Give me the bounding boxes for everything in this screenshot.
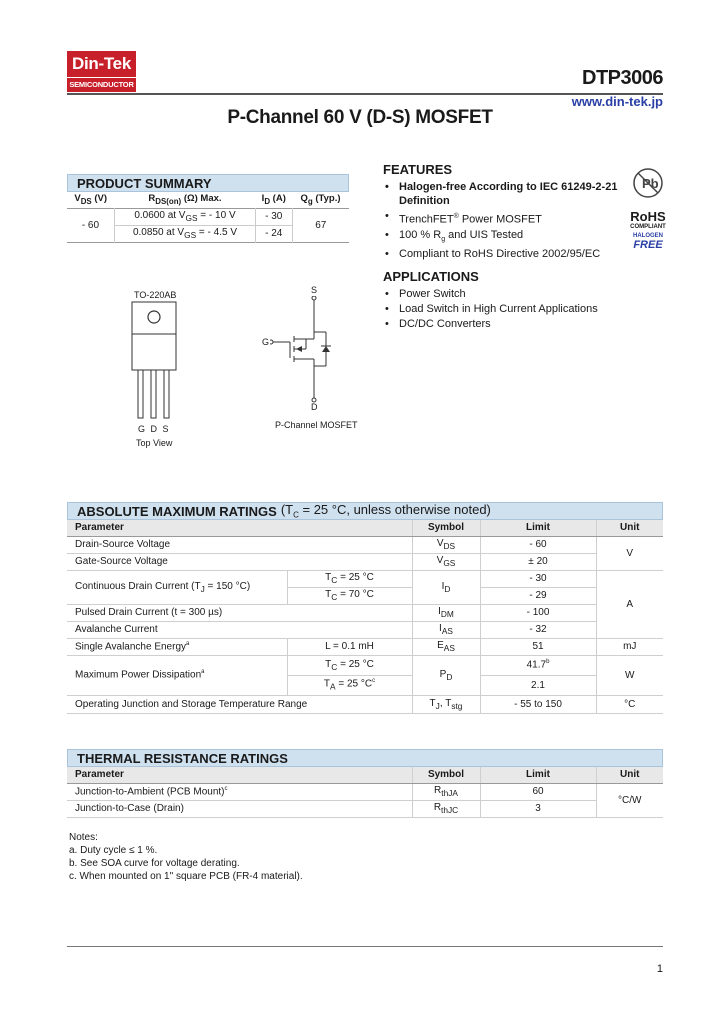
ps-rds-2: 0.0850 at $V_{GS}$ = - 4.5 V [114, 225, 255, 242]
thermal-header [67, 749, 663, 767]
application-item: • Load Switch in High Current Applications [383, 302, 643, 317]
product-summary-header [67, 174, 349, 192]
cell-symbol: $V_{DS}$ [412, 536, 480, 553]
cell-symbol: $I_{AS}$ [412, 621, 480, 638]
abs-max-header [67, 502, 663, 520]
note-item: c. When mounted on 1" square PCB (FR-4 material). [69, 871, 303, 882]
ps-id-1: - 30 [256, 208, 292, 225]
table-row [67, 621, 663, 638]
rohs-badge [620, 166, 676, 250]
abs-header-limit: Limit [480, 520, 596, 536]
cell-cond: L = 0.1 mH [287, 638, 412, 655]
cell-limit: 3 [480, 800, 596, 817]
cell-limit: - 60 [480, 536, 596, 553]
cell-cond: $T_C = 25$ °C [287, 655, 412, 675]
logo-name: Din-Tek [72, 54, 131, 73]
cell-symbol: $V_{GS}$ [412, 553, 480, 570]
abs-header-symbol: Symbol [412, 520, 480, 536]
applications-list [383, 287, 643, 332]
feature-item: • Halogen-free According to IEC 61249-2-21 [383, 180, 623, 195]
feature-item-cont: Definition [399, 195, 450, 207]
cell-limit: 41.7$^b$ [480, 655, 596, 675]
ps-qg: 67 [315, 219, 327, 231]
svg-text:Pb: Pb [642, 176, 659, 191]
features-list [383, 180, 623, 262]
ps-vds: - 60 [67, 208, 114, 242]
cell-unit: A [596, 570, 663, 638]
product-summary-title: PRODUCT SUMMARY [77, 175, 212, 191]
cell-unit: °C/W [596, 783, 663, 817]
cell-unit: mJ [596, 638, 663, 655]
table-row [67, 655, 663, 675]
table-row [67, 553, 663, 570]
page-title: P-Channel 60 V (D-S) MOSFET [227, 107, 493, 128]
cell-symbol: $I_{DM}$ [412, 604, 480, 621]
product-summary-table [67, 192, 349, 243]
table-row [67, 638, 663, 655]
abs-header-param: Parameter [67, 520, 412, 536]
thermal-title: THERMAL RESISTANCE RATINGS [77, 750, 288, 766]
schematic-d-label: D [311, 402, 318, 412]
schematic-g-label: G [262, 337, 270, 347]
ps-header-qg: $Q_g$ (Typ.) [300, 193, 341, 207]
thermal-header-symbol: Symbol [412, 767, 480, 783]
table-row [67, 604, 663, 621]
cell-param: Gate-Source Voltage [67, 553, 412, 570]
ps-header-rds: $R_{DS(on)}$ (Ω) Max. [148, 193, 222, 207]
cell-symbol: $R_{thJA}$ [412, 783, 480, 800]
ps-id-2: - 24 [256, 225, 292, 242]
cell-cond: $T_C = 70$ °C [287, 587, 412, 604]
table-row [67, 783, 663, 800]
application-item: • DC/DC Converters [383, 317, 643, 332]
cell-limit: - 55 to 150 [480, 695, 596, 713]
cell-limit: ± 20 [480, 553, 596, 570]
rohs-compliant: COMPLIANT [630, 224, 666, 230]
ps-rds-1: 0.0600 at $V_{GS}$ = - 10 V [114, 208, 255, 225]
cell-param: Operating Junction and Storage Temperature Range [67, 695, 412, 713]
footer-divider [67, 946, 663, 947]
abs-max-title: ABSOLUTE MAXIMUM RATINGS [77, 503, 277, 519]
feature-item: • Compliant to RoHS Directive 2002/95/EC [383, 247, 623, 262]
package-name: TO-220AB [134, 290, 177, 300]
notes-title: Notes: [69, 832, 98, 843]
p-channel-mosfet-symbol [270, 296, 340, 404]
rohs-label: RoHS [630, 209, 666, 224]
thermal-header-limit: Limit [480, 767, 596, 783]
cell-unit: °C [596, 695, 663, 713]
cell-param: Junction-to-Case (Drain) [67, 800, 412, 817]
abs-max-condition: ($T_C = 25$ °C, unless otherwise noted) [280, 502, 491, 520]
package-view: Top View [136, 438, 173, 448]
cell-limit: - 32 [480, 621, 596, 638]
feature-item: • 100 % $R_g$ and UIS Tested [383, 228, 623, 247]
thermal-header-unit: Unit [596, 767, 663, 783]
cell-symbol: $P_D$ [412, 655, 480, 695]
ps-header-id: $I_D$ (A) [261, 193, 286, 207]
cell-param: Avalanche Current [67, 621, 412, 638]
feature-item: • TrenchFET® Power MOSFET [383, 209, 623, 228]
note-item: a. Duty cycle ≤ 1 %. [69, 845, 158, 856]
table-row [67, 570, 663, 587]
cell-unit: V [596, 536, 663, 570]
package-pins: G D S [138, 424, 169, 434]
cell-symbol: $R_{thJC}$ [412, 800, 480, 817]
free-label: FREE [633, 239, 663, 251]
feature-item [383, 194, 623, 209]
thermal-table [67, 767, 663, 818]
part-number: DTP3006 [582, 67, 663, 89]
cell-limit: 51 [480, 638, 596, 655]
cell-unit: W [596, 655, 663, 695]
cell-param: Maximum Power Dissipation$^a$ [67, 655, 287, 695]
features-title: FEATURES [383, 162, 453, 177]
cell-limit: - 100 [480, 604, 596, 621]
schematic-caption: P-Channel MOSFET [275, 420, 358, 430]
cell-param: Junction-to-Ambient (PCB Mount)$^c$ [67, 783, 412, 800]
cell-param: Single Avalanche Energy$^a$ [67, 638, 287, 655]
cell-cond: $T_C = 25$ °C [287, 570, 412, 587]
cell-symbol: $T_J$, $T_{stg}$ [412, 695, 480, 713]
thermal-header-param: Parameter [67, 767, 412, 783]
cell-symbol: $I_D$ [412, 570, 480, 604]
to220-package-drawing [128, 300, 184, 422]
application-item: • Power Switch [383, 287, 643, 302]
cell-param: Drain-Source Voltage [67, 536, 412, 553]
cell-symbol: $E_{AS}$ [412, 638, 480, 655]
schematic-s-label: S [311, 285, 318, 295]
cell-param: Pulsed Drain Current (t = 300 µs) [67, 604, 412, 621]
website-link[interactable]: www.din-tek.jp [571, 94, 663, 109]
cell-limit: - 30 [480, 570, 596, 587]
abs-header-unit: Unit [596, 520, 663, 536]
cell-cond: $T_A = 25$ $^\circ C^c$ [287, 675, 412, 695]
page-number: 1 [656, 963, 663, 975]
cell-limit: 60 [480, 783, 596, 800]
cell-param: Continuous Drain Current ($T_J = 150$ °C) [67, 570, 287, 604]
cell-limit: 2.1 [480, 675, 596, 695]
halogen-label: HALOGEN [633, 233, 663, 239]
note-item: b. See SOA curve for voltage derating. [69, 858, 240, 869]
ps-header-vds: $V_{DS}$ (V) [74, 193, 108, 207]
abs-max-table [67, 520, 663, 714]
footnotes [69, 831, 303, 883]
logo-subtitle: SEMICONDUCTOR [67, 77, 136, 89]
applications-title: APPLICATIONS [383, 269, 479, 284]
company-logo [67, 51, 136, 92]
pb-free-icon [620, 166, 676, 208]
table-row [67, 695, 663, 713]
table-row [67, 536, 663, 553]
table-row [67, 800, 663, 817]
cell-limit: - 29 [480, 587, 596, 604]
